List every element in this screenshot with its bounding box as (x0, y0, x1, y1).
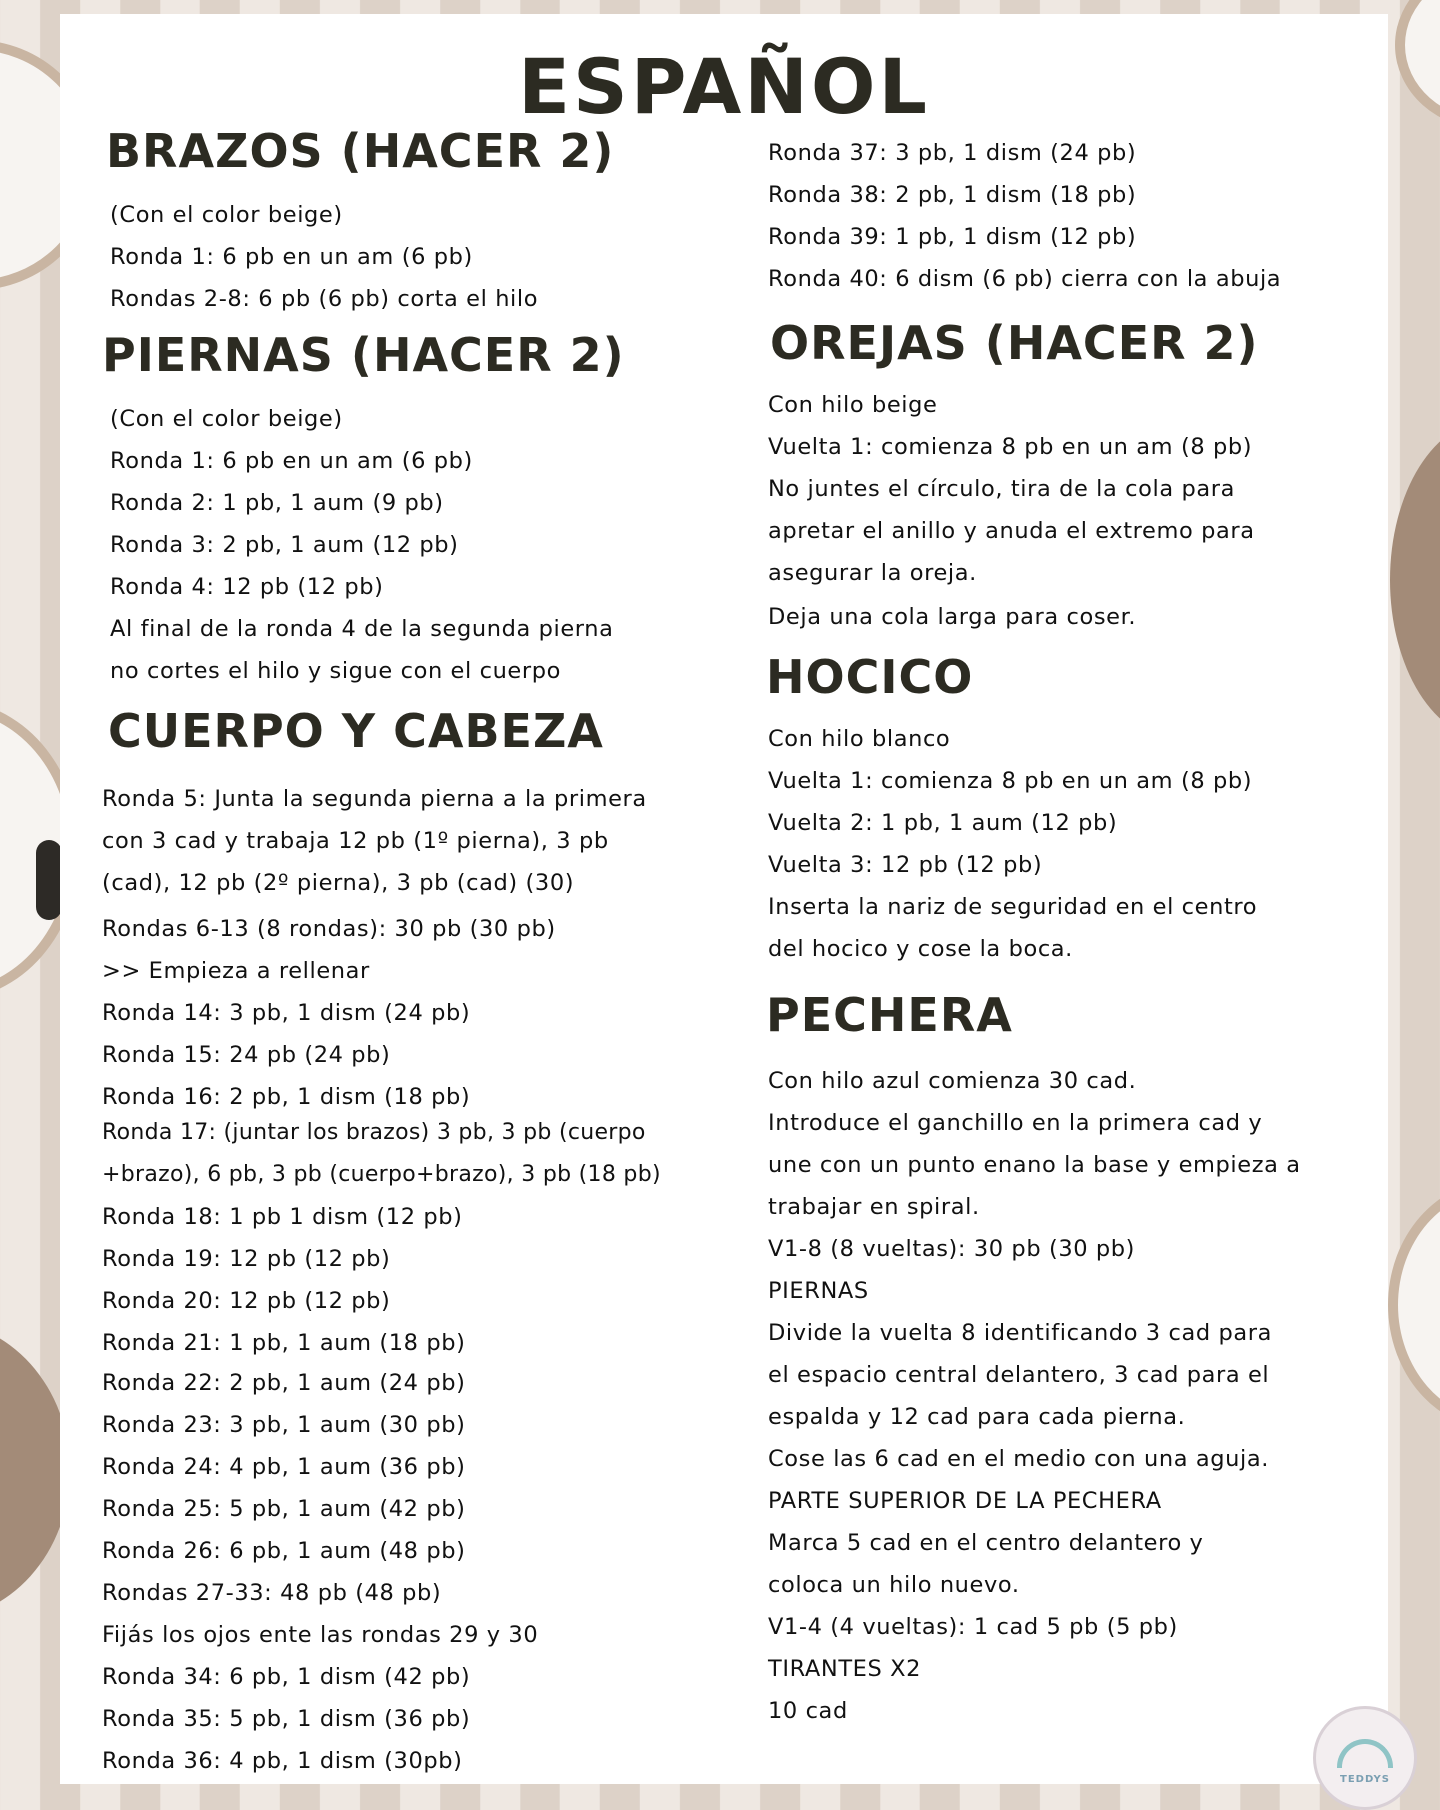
instruction-line: V1-8 (8 vueltas): 30 pb (30 pb) (768, 1236, 1136, 1262)
instruction-line: Ronda 3: 2 pb, 1 aum (12 pb) (110, 532, 459, 558)
instruction-line: Marca 5 cad en el centro delantero y (768, 1530, 1204, 1556)
instruction-line: Ronda 1: 6 pb en un am (6 pb) (110, 448, 473, 474)
instruction-line: espalda y 12 cad para cada pierna. (768, 1404, 1186, 1430)
instruction-line: Ronda 23: 3 pb, 1 aum (30 pb) (102, 1412, 466, 1438)
section-heading-piernas: PIERNAS (HACER 2) (102, 328, 625, 382)
instruction-line: Ronda 17: (juntar los brazos) 3 pb, 3 pb (cuerpo (102, 1120, 646, 1145)
instruction-line: Ronda 19: 12 pb (12 pb) (102, 1246, 391, 1272)
instruction-line: trabajar en spiral. (768, 1194, 980, 1220)
instruction-line: (Con el color beige) (110, 202, 343, 228)
instruction-line: Divide la vuelta 8 identificando 3 cad para (768, 1320, 1272, 1346)
bear-face-decoration (1390, 420, 1440, 740)
instruction-line: Rondas 27-33: 48 pb (48 pb) (102, 1580, 442, 1606)
instruction-line: Ronda 14: 3 pb, 1 dism (24 pb) (102, 1000, 471, 1026)
instruction-line: >> Empieza a rellenar (102, 958, 370, 984)
instruction-line: Vuelta 2: 1 pb, 1 aum (12 pb) (768, 810, 1118, 836)
instruction-line: Ronda 35: 5 pb, 1 dism (36 pb) (102, 1706, 471, 1732)
instruction-line: Vuelta 1: comienza 8 pb en un am (8 pb) (768, 434, 1253, 460)
bear-face-decoration (1388, 1180, 1440, 1430)
instruction-line: Ronda 24: 4 pb, 1 aum (36 pb) (102, 1454, 466, 1480)
instruction-line: Ronda 22: 2 pb, 1 aum (24 pb) (102, 1370, 466, 1396)
instruction-line: Rondas 6-13 (8 rondas): 30 pb (30 pb) (102, 916, 556, 942)
brand-logo (1313, 1706, 1417, 1810)
section-heading-brazos: BRAZOS (HACER 2) (106, 124, 615, 178)
instruction-line: Ronda 36: 4 pb, 1 dism (30pb) (102, 1748, 463, 1774)
instruction-line: Ronda 34: 6 pb, 1 dism (42 pb) (102, 1664, 471, 1690)
instruction-line: 10 cad (768, 1698, 848, 1724)
brand-logo-text: TEDDYS (1340, 1774, 1390, 1785)
instruction-line: Ronda 39: 1 pb, 1 dism (12 pb) (768, 224, 1137, 250)
instruction-line: Ronda 2: 1 pb, 1 aum (9 pb) (110, 490, 444, 516)
instruction-line: PIERNAS (768, 1278, 869, 1304)
instruction-line: con 3 cad y trabaja 12 pb (1º pierna), 3 pb (102, 828, 609, 854)
instruction-line: +brazo), 6 pb, 3 pb (cuerpo+brazo), 3 pb (18 pb) (102, 1162, 661, 1187)
section-heading-orejas: OREJAS (HACER 2) (770, 316, 1259, 370)
instruction-line: Inserta la nariz de seguridad en el centro (768, 894, 1258, 920)
instruction-line: Ronda 25: 5 pb, 1 aum (42 pb) (102, 1496, 466, 1522)
instruction-line: del hocico y cose la boca. (768, 936, 1073, 962)
instruction-line: V1-4 (4 vueltas): 1 cad 5 pb (5 pb) (768, 1614, 1178, 1640)
section-heading-hocico: HOCICO (766, 650, 974, 704)
instruction-line: Fijás los ojos ente las rondas 29 y 30 (102, 1622, 539, 1648)
page-title: ESPAÑOL (518, 42, 930, 131)
instruction-line: el espacio central delantero, 3 cad para el (768, 1362, 1270, 1388)
instruction-line: Ronda 21: 1 pb, 1 aum (18 pb) (102, 1330, 466, 1356)
instruction-line: une con un punto enano la base y empieza a (768, 1152, 1301, 1178)
instruction-line: coloca un hilo nuevo. (768, 1572, 1020, 1598)
instruction-line: Vuelta 1: comienza 8 pb en un am (8 pb) (768, 768, 1253, 794)
bear-face-decoration (1395, 0, 1440, 130)
instruction-line: Ronda 18: 1 pb 1 dism (12 pb) (102, 1204, 463, 1230)
instruction-line: Vuelta 3: 12 pb (12 pb) (768, 852, 1043, 878)
instruction-line: (cad), 12 pb (2º pierna), 3 pb (cad) (30) (102, 870, 575, 896)
instruction-line: No juntes el círculo, tira de la cola para (768, 476, 1236, 502)
rainbow-icon (1337, 1739, 1393, 1768)
instruction-line: Ronda 37: 3 pb, 1 dism (24 pb) (768, 140, 1137, 166)
instruction-line: Ronda 1: 6 pb en un am (6 pb) (110, 244, 473, 270)
section-heading-pechera: PECHERA (766, 988, 1013, 1042)
instruction-line: Cose las 6 cad en el medio con una aguja. (768, 1446, 1270, 1472)
pattern-card (60, 14, 1388, 1784)
instruction-line: Al final de la ronda 4 de la segunda pierna (110, 616, 614, 642)
instruction-line: no cortes el hilo y sigue con el cuerpo (110, 658, 561, 684)
instruction-line: Ronda 15: 24 pb (24 pb) (102, 1042, 391, 1068)
section-heading-cuerpo: CUERPO Y CABEZA (108, 704, 604, 758)
instruction-line: Rondas 2-8: 6 pb (6 pb) corta el hilo (110, 286, 539, 312)
instruction-line: Ronda 40: 6 dism (6 pb) cierra con la abuja (768, 266, 1282, 292)
instruction-line: (Con el color beige) (110, 406, 343, 432)
instruction-line: Con hilo azul comienza 30 cad. (768, 1068, 1137, 1094)
instruction-line: asegurar la oreja. (768, 560, 977, 586)
instruction-line: apretar el anillo y anuda el extremo para (768, 518, 1255, 544)
instruction-line: Introduce el ganchillo en la primera cad y (768, 1110, 1263, 1136)
instruction-line: Con hilo blanco (768, 726, 951, 752)
instruction-line: Deja una cola larga para coser. (768, 604, 1137, 630)
instruction-line: Ronda 38: 2 pb, 1 dism (18 pb) (768, 182, 1137, 208)
instruction-line: Ronda 20: 12 pb (12 pb) (102, 1288, 391, 1314)
instruction-line: Ronda 26: 6 pb, 1 aum (48 pb) (102, 1538, 466, 1564)
instruction-line: Ronda 5: Junta la segunda pierna a la primera (102, 786, 647, 812)
instruction-line: Ronda 4: 12 pb (12 pb) (110, 574, 384, 600)
bear-eye-decoration (36, 840, 62, 920)
instruction-line: Ronda 16: 2 pb, 1 dism (18 pb) (102, 1084, 471, 1110)
instruction-line: Con hilo beige (768, 392, 938, 418)
instruction-line: PARTE SUPERIOR DE LA PECHERA (768, 1488, 1162, 1514)
instruction-line: TIRANTES X2 (768, 1656, 922, 1682)
